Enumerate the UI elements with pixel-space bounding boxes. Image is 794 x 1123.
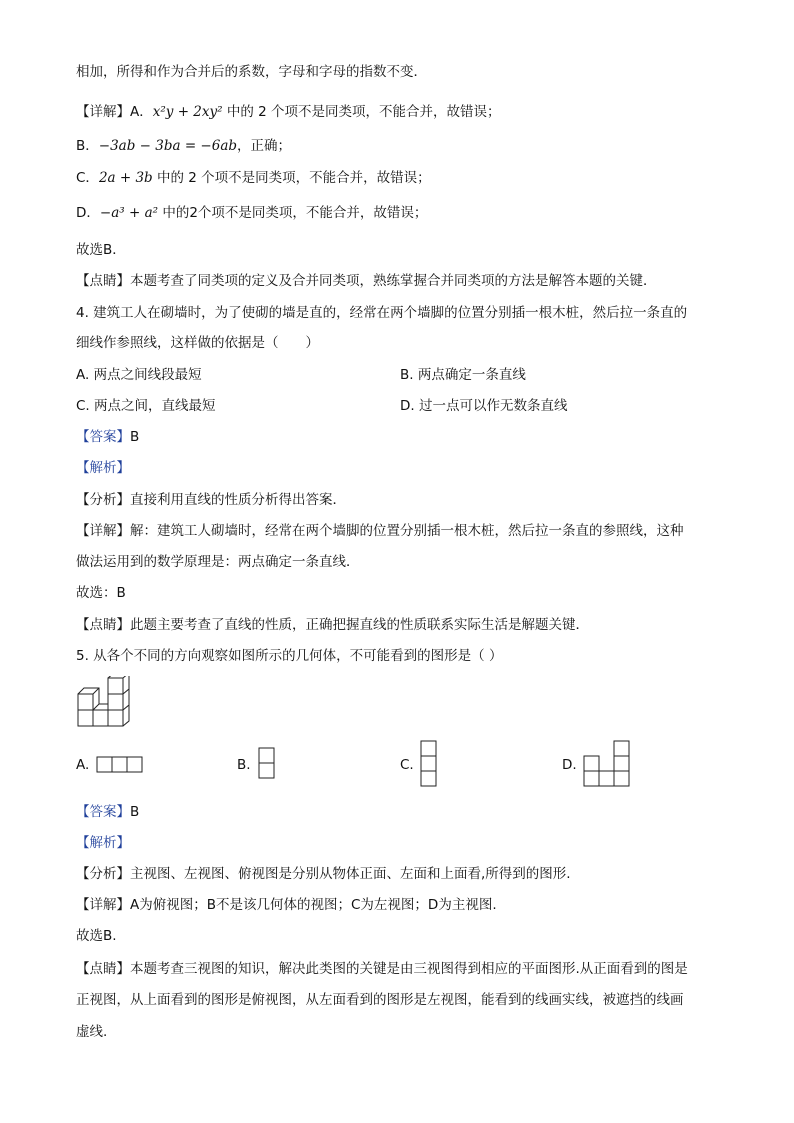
- detail-tag: 【详解】: [76, 523, 130, 539]
- q5-option-d-figure: [583, 740, 635, 790]
- q5-stem: 5. 从各个不同的方向观察如图所示的几何体，不可能看到的图形是（ ）: [76, 648, 503, 664]
- fenxi-text: 直接利用直线的性质分析得出答案．: [130, 492, 346, 508]
- q5-comment-line3: 虚线.: [76, 1024, 108, 1040]
- q3-comment: [76, 271, 734, 291]
- q5-option-b-label: B.: [237, 757, 251, 773]
- q4-choose: 故选：B: [76, 585, 126, 601]
- answer-value: B: [130, 804, 140, 820]
- q4-detail-line1: [76, 521, 734, 541]
- fenxi-text: 主视图、左视图、俯视图是分别从物体正面、左面和上面看,所得到的图形.: [130, 866, 571, 882]
- q5-option-b-figure: [258, 747, 276, 781]
- q4-stem-line2: 细线作参照线，这样做的依据是（ ）: [76, 335, 319, 351]
- math-expression: −3ab − 3ba = −6ab: [98, 138, 238, 154]
- q5-solid-figure: [76, 676, 136, 730]
- q4-option-c: C. 两点之间，直线最短: [76, 398, 216, 414]
- detail-text: 中的 2 个项不是同类项，不能合并，故错误；: [152, 170, 431, 186]
- detail-text: ，正确；: [237, 138, 292, 154]
- intro-text: 相加，所得和作为合并后的系数，字母和字母的指数不变．: [76, 64, 427, 80]
- q4-option-b: B. 两点确定一条直线: [400, 367, 526, 383]
- q4-option-d: D. 过一点可以作无数条直线: [400, 398, 568, 414]
- detail-text: 中的2个项不是同类项，不能合并，故错误；: [158, 205, 428, 221]
- option-prefix: D．: [76, 205, 100, 221]
- answer-tag: 【答案】: [76, 429, 130, 445]
- detail-text: 中的 2 个项不是同类项，不能合并，故错误；: [222, 104, 501, 120]
- q5-detail: [76, 895, 734, 915]
- detail-text: 解：建筑工人砌墙时，经常在两个墙脚的位置分别插一根木桩，然后拉一条直的参照线，这种: [130, 523, 684, 539]
- option-prefix: C．: [76, 170, 99, 186]
- answer-value: B: [130, 429, 140, 445]
- q5-option-d-label: D.: [562, 757, 577, 773]
- comment-tag: 【点睛】: [76, 617, 130, 633]
- comment-text: 本题考查三视图的知识，解决此类图的关键是由三视图得到相应的平面图形.从正面看到的图是: [130, 961, 688, 977]
- q3-choose: 故选B．: [76, 242, 126, 258]
- q5-option-c-label: C.: [400, 757, 414, 773]
- q4-fenxi: [76, 490, 734, 510]
- fenxi-tag: 【分析】: [76, 492, 130, 508]
- math-expression: 2a + 3b: [98, 170, 153, 186]
- detail-tag: 【详解】: [76, 104, 130, 120]
- comment-text: 此题主要考查了直线的性质，正确把握直线的性质联系实际生活是解题关键．: [130, 617, 589, 633]
- q3-detail-a: [76, 102, 734, 122]
- q3-detail-c: [76, 168, 734, 188]
- q3-detail-d: [76, 203, 734, 223]
- q4-option-a: A. 两点之间线段最短: [76, 367, 202, 383]
- option-prefix: B．: [76, 138, 99, 154]
- detail-text: A为俯视图；B不是该几何体的视图；C为左视图；D为主视图.: [130, 897, 497, 913]
- q5-fenxi: [76, 864, 734, 884]
- analysis-tag: 【解析】: [76, 835, 130, 851]
- q5-analysis-tag: [76, 833, 734, 853]
- q4-answer: [76, 427, 734, 447]
- q5-option-a-figure: [96, 756, 146, 774]
- q5-option-a-label: A.: [76, 757, 90, 773]
- q4-detail-line2: 做法运用到的数学原理是：两点确定一条直线．: [76, 554, 360, 570]
- q5-answer: [76, 802, 734, 822]
- q4-stem-line1: 4. 建筑工人在砌墙时，为了使砌的墙是直的，经常在两个墙脚的位置分别插一根木桩，然后拉一条直的: [76, 305, 688, 321]
- q5-option-c-figure: [420, 740, 438, 790]
- fenxi-tag: 【分析】: [76, 866, 130, 882]
- q5-choose: 故选B.: [76, 928, 117, 944]
- q3-detail-b: [76, 136, 734, 156]
- q4-analysis-tag: [76, 458, 734, 478]
- analysis-tag: 【解析】: [76, 460, 130, 476]
- q5-comment-line1: [76, 959, 734, 979]
- comment-tag: 【点睛】: [76, 273, 130, 289]
- answer-tag: 【答案】: [76, 804, 130, 820]
- comment-text: 本题考查了同类项的定义及合并同类项，熟练掌握合并同类项的方法是解答本题的关键．: [130, 273, 657, 289]
- detail-tag: 【详解】: [76, 897, 130, 913]
- option-prefix: A．: [130, 104, 153, 120]
- math-expression: −a³ + a²: [99, 205, 159, 221]
- q5-comment-line2: 正视图，从上面看到的图形是俯视图，从左面看到的图形是左视图，能看到的线画实线，被遮挡的线画: [76, 992, 684, 1008]
- q4-comment: [76, 615, 734, 635]
- math-expression: x²y + 2xy²: [152, 104, 223, 120]
- comment-tag: 【点睛】: [76, 961, 130, 977]
